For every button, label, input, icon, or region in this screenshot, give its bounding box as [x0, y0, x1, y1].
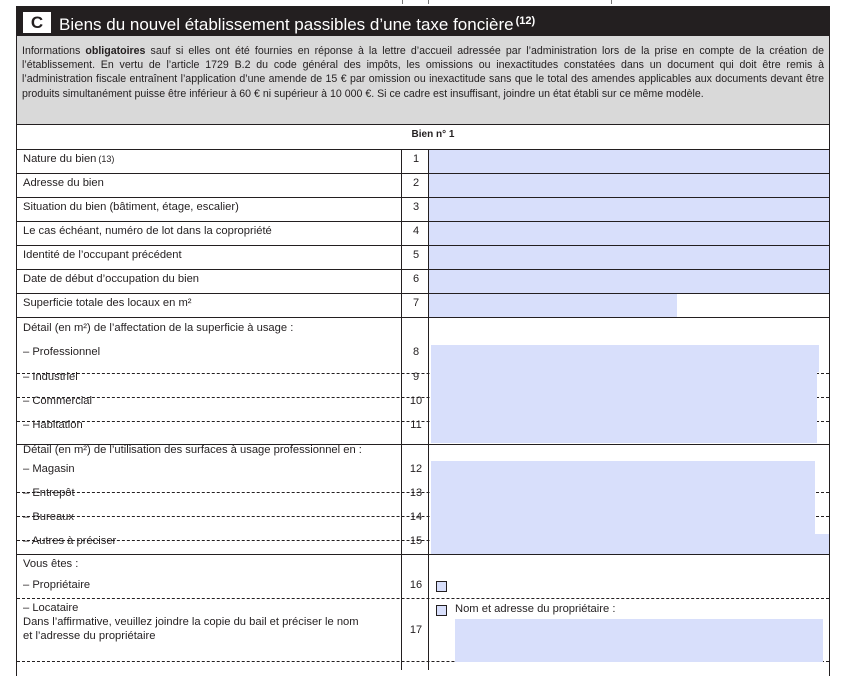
info-text: sauf si elles ont été fournies en réponse à la lettre d’accueil adressée par l’administration lors de la prise en compte de la création de l’établissement. En vertu de l’article 1729 B.2 du code général des impôts, les omissions ou inexactitudes constatées dans un document qui doit être remis à l’administration fiscale entraînent l’application d’une amende de 15 € par omission ou inexactitude sans que le total des amendes applicables aux documents devant être produits simultanément puisse être inférieur à 60 € ni supérieur à 10 000 €. Si ce cadre est insuffisant, joindre un état établi sur ce même modèle.	[22, 45, 824, 100]
date-field[interactable]	[429, 270, 829, 293]
row-label-entrepot: – Entrepôt	[23, 487, 75, 499]
row-number: 10	[409, 395, 423, 407]
row-label-lot: Le cas échéant, numéro de lot dans la copropriété	[23, 225, 272, 237]
row-number: 14	[409, 511, 423, 523]
proprietaire-name-label: Nom et adresse du propriétaire :	[455, 603, 616, 615]
row-number: 11	[410, 419, 422, 431]
utilisation-heading: Détail (en m²) de l’utilisation des surfaces à usage professionnel en :	[23, 444, 362, 456]
edge-tick	[611, 0, 612, 4]
autres-field[interactable]	[431, 534, 829, 554]
affectation-heading: Détail (en m²) de l’affectation de la superficie à usage :	[23, 322, 294, 334]
info-paragraph	[17, 36, 829, 101]
row-number: 13	[409, 487, 423, 499]
proprietaire-name-address-field[interactable]	[455, 619, 823, 662]
row-number: 15	[409, 535, 423, 547]
row-number: 17	[409, 624, 423, 636]
row-label-professionnel: – Professionnel	[23, 346, 101, 358]
row-label-bureaux: – Bureaux	[23, 511, 74, 523]
section-title	[59, 11, 535, 35]
row-label-industriel: – Industriel	[23, 371, 78, 383]
section-title-note: (12)	[515, 15, 536, 27]
row-label-locataire: – Locataire	[23, 602, 79, 614]
row-label-adresse: Adresse du bien	[23, 177, 104, 189]
edge-tick	[402, 0, 403, 4]
row-number: 12	[409, 463, 423, 475]
row-number: 5	[412, 249, 420, 261]
row-number: 3	[412, 201, 420, 213]
row-number: 8	[412, 346, 420, 358]
section-letter: C	[23, 12, 51, 33]
row-label-date: Date de début d’occupation du bien	[23, 273, 200, 285]
row-label-habitation: – Habitation	[23, 419, 83, 431]
occupant-heading: Vous êtes :	[23, 558, 79, 570]
divider	[17, 554, 829, 555]
locataire-detail-line-1: Dans l’affirmative, veuillez joindre la copie du bail et préciser le nom	[23, 616, 359, 628]
habitation-field[interactable]	[431, 416, 817, 443]
row-number: 4	[412, 225, 420, 237]
row-number: 7	[412, 297, 420, 309]
row-number: 2	[412, 177, 420, 189]
nature-field[interactable]	[429, 150, 829, 173]
proprietaire-checkbox[interactable]	[436, 581, 447, 592]
superficie-field[interactable]	[429, 294, 677, 317]
row-label-commercial: – Commercial	[23, 395, 93, 407]
row-label-proprietaire: – Propriétaire	[23, 579, 91, 591]
row-number: 1	[412, 153, 420, 165]
row-label-text: Nature du bien	[23, 153, 97, 165]
lot-field[interactable]	[429, 222, 829, 245]
section-title-text: Biens du nouvel établissement passibles d’une taxe foncière	[59, 15, 514, 34]
locataire-label-block	[23, 601, 359, 643]
info-bold: obligatoires	[85, 45, 146, 57]
row-number: 16	[409, 579, 423, 591]
locataire-detail-line-2: et l’adresse du propriétaire	[23, 630, 156, 642]
column-header: Bien n° 1	[411, 129, 455, 140]
dashed-divider	[17, 598, 829, 599]
row-label-nature	[23, 153, 114, 165]
section-c-form	[16, 6, 830, 676]
occupant-field[interactable]	[429, 246, 829, 269]
row-number: 6	[412, 273, 420, 285]
row-label-magasin: – Magasin	[23, 463, 75, 475]
adresse-field[interactable]	[429, 174, 829, 197]
divider	[17, 317, 829, 318]
row-label-situation: Situation du bien (bâtiment, étage, escalier)	[23, 201, 239, 213]
section-header	[17, 6, 829, 36]
row-label-occupant: Identité de l’occupant précédent	[23, 249, 182, 261]
divider	[17, 293, 829, 294]
column-divider	[401, 149, 402, 670]
row-label-note: (13)	[98, 154, 115, 164]
row-label-autres: – Autres à préciser	[23, 535, 117, 547]
row-label-superficie: Superficie totale des locaux en m²	[23, 297, 192, 309]
edge-tick	[428, 0, 429, 4]
info-notice	[17, 36, 829, 125]
info-prefix: Informations	[22, 45, 86, 57]
situation-field[interactable]	[429, 198, 829, 221]
locataire-checkbox[interactable]	[436, 605, 447, 616]
row-number: 9	[412, 371, 420, 383]
